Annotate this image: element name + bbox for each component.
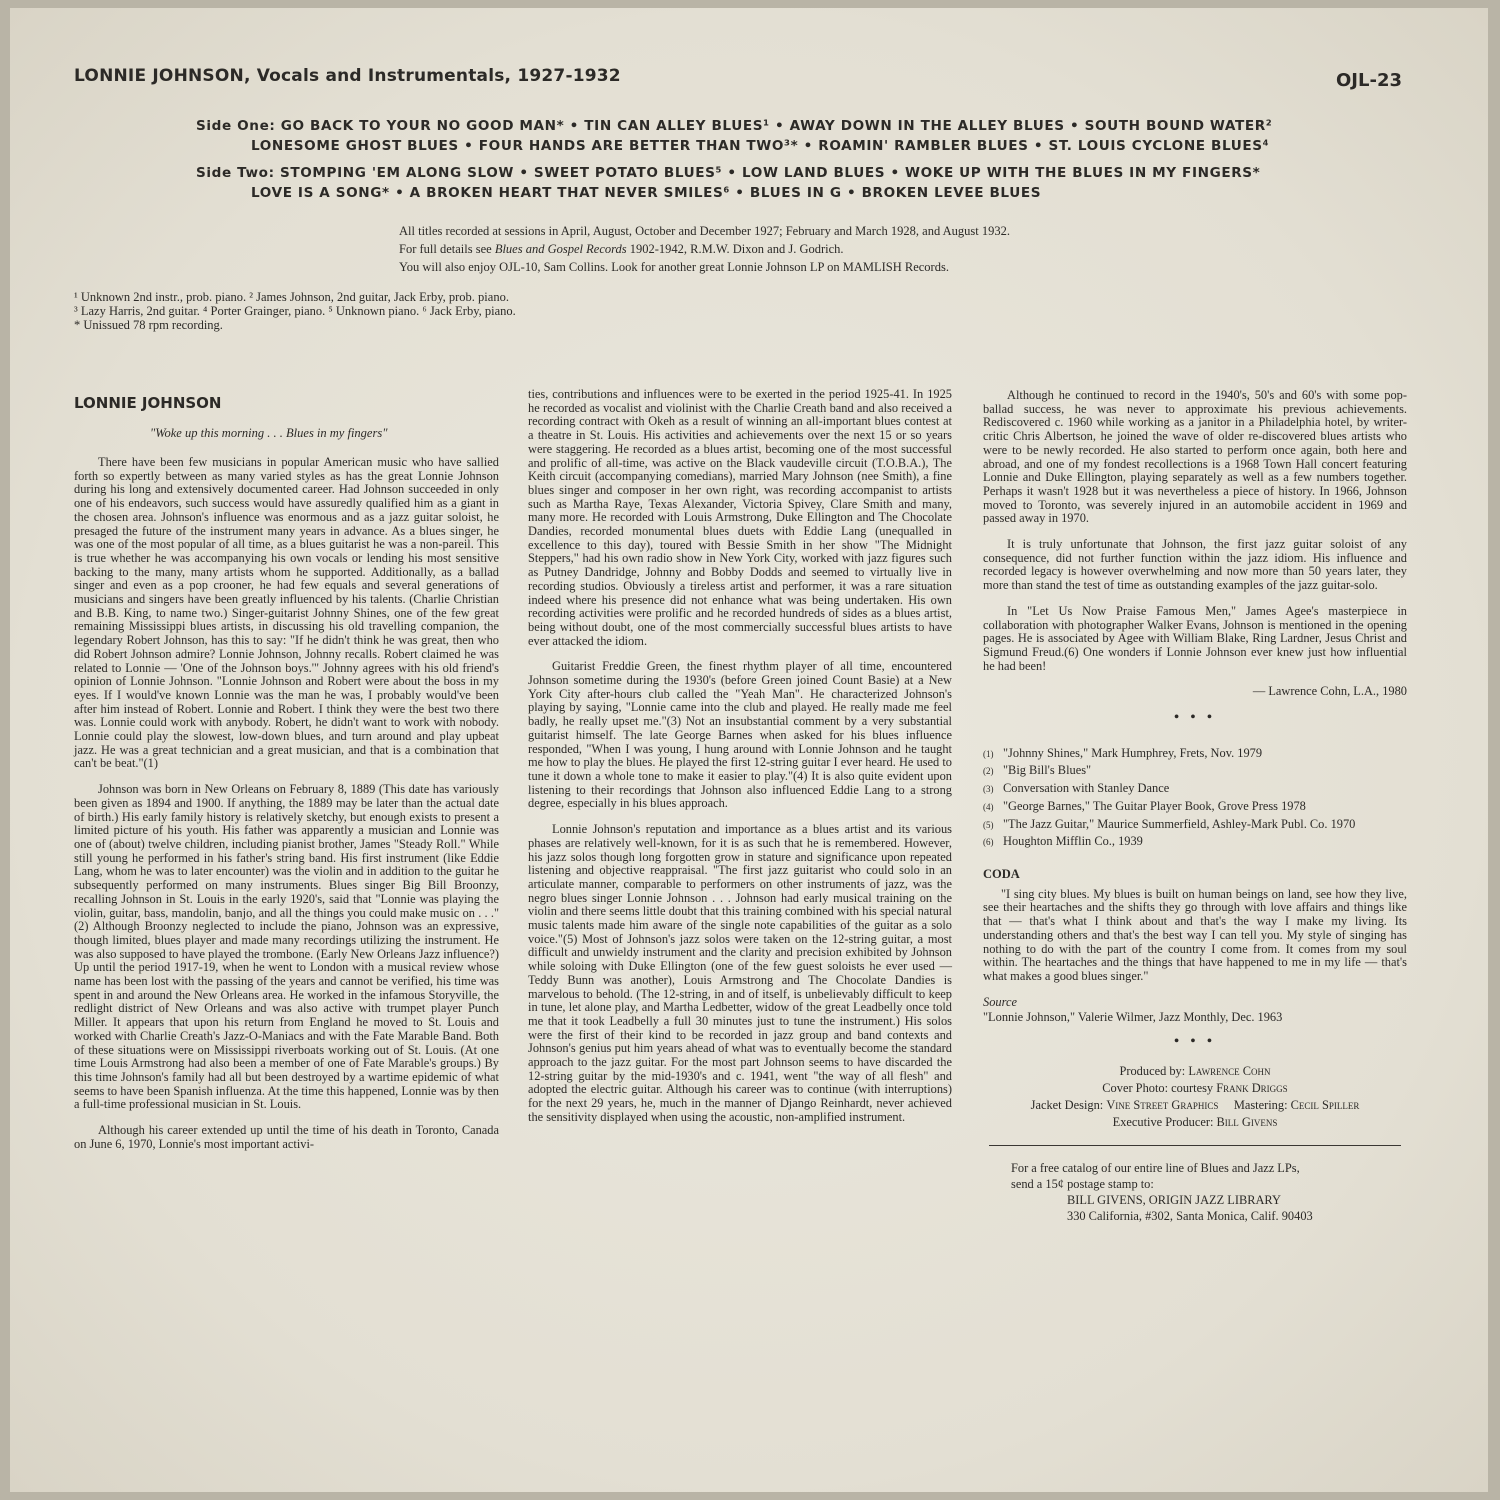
credit-executive-producer: Executive Producer: Bill Givens: [1112, 1114, 1278, 1129]
paragraph: Lonnie Johnson's reputation and importance as a blues artist and its various phases are relatively well-known, for it is as such that he is remembered. However, his jazz solos though long forgotten grow in stature and significance upon repeated listening and objective reappraisal. "The first jazz guitarist who could solo in an articulate manner, comparable to performers on other instruments of jazz, was the negro blues singer Lonnie Johnson . . . Johnson had early musical training on the violin and there seems little doubt that this training combined with his special natural music talents made him aware of the single note capabilities of the guitar as a solo voice."(5) Most of Johnson's jazz solos were taken on the 12-string guitar, a most difficult and unwieldy instrument and the clarity and precision exhibited by Johnson while soloing with Duke Ellington (one of the few guest soloists he ever used — Teddy Bunn was another), Louis Armstrong and The Chocolate Dandies is marvelous to behold. (The 12-string, in and of itself, is unbelievably difficult to keep in tune, let alone play, and Martha Ledbetter, widow of the great Leadbelly once told me that it took Leadbelly a full 30 minutes just to tune the instrument.) His solos were the first of their kind to be recorded in jazz group and band contexts and Johnson's genius put him years ahead of what was to eventually become the standard approach to the jazz guitar. For the most part Johnson seems to have discarded the 12-string guitar by the mid-1930's and c. 1941, went "the way of all flesh" and adopted the electric guitar. Although his career was to continue (with interruptions) for the next 29 years, he, much in the manner of Django Reinhardt, never achieved the sensitivity displayed when using the acoustic, non-amplified instrument.: [528, 822, 952, 1124]
recording-dates: All titles recorded at sessions in April, August, October and December 1927; February and March 1928, and August 1932.: [399, 224, 1010, 238]
catalog-number: OJL-23: [1336, 70, 1402, 91]
source-label: Source: [983, 994, 1017, 1009]
catalog-offer-line: For a free catalog of our entire line of Blues and Jazz LPs,: [1011, 1160, 1300, 1175]
side-one-tracks-1: GO BACK TO YOUR NO GOOD MAN* • TIN CAN ALLEY BLUES¹ • AWAY DOWN IN THE ALLEY BLUES • SOUTH BOUND WATER²: [280, 118, 1273, 134]
paragraph: Guitarist Freddie Green, the finest rhythm player of all time, encountered Johnson sometime during the 1930's (before Green joined Count Basie) at a New York City after-hours club called the "Yeah Man". He characterized Johnson's playing by saying, "Lonnie came into the club and played. He really made me feel badly, he really upset me."(3) Not an insubstantial comment by a very substantial guitarist himself. The late George Barnes when asked for his blues influence responded, "When I was young, I hung around with Lonnie Johnson and he taught me how to play the blues. He played the first 12-string guitar I ever heard. He used to tune it down a whole tone to make it easier to play."(4) It is also quite evident upon listening to their recordings that Johnson also influenced Eddie Lang to a strong degree, especially in his blues approach.: [528, 659, 952, 811]
credit-cover-photo: Cover Photo: courtesy Frank Driggs: [1102, 1080, 1288, 1095]
artist-name: LONNIE JOHNSON,: [74, 66, 251, 86]
paragraph: ties, contributions and influences were to be exerted in the period 1925-41. In 1925 he recorded as vocalist and violinist with the Charlie Creath band and also received a recording contract with Okeh as a result of winning an all-important blues contest at a theatre in St. Louis. His activities and achievements over the next 15 or so years were staggering. He recorded as a blues artist, becoming one of the most successful and prolific of all-time, was active on the Black vaudeville circuit (T.O.B.A.), The Keith circuit (accompanying comedians), married Mary Johnson (nee Smith), a fine blues singer and composer in her own right, was recording accompanist to artists such as Martha Raye, Texas Alexander, Victoria Spivey, Clare Smith and many, many more. He recorded with Louis Armstrong, Duke Ellington and The Chocolate Dandies, recorded monumental blues duets with Eddie Lang (unequalled in excellence to this day), toured with Bessie Smith in her show "The Midnight Steppers," had his own radio show in New York City, worked with jazz figures such as Putney Dandridge, Johnny and Bobby Dodds and seemed to virtually live in recording studios. Obviously a tireless artist and performer, it was a rare situation indeed where his presence did not enhance what was being undertaken. His own recording activities were prolific and he recorded hundreds of sides as a blues artist, being without doubt, one of the most commercially successful blues artists to have ever attacked the idiom.: [528, 387, 952, 648]
reference-item: (3) Conversation with Stanley Dance: [983, 781, 1170, 796]
source-citation: "Lonnie Johnson," Valerie Wilmer, Jazz Monthly, Dec. 1963: [983, 1010, 1283, 1025]
footnote-line: ¹ Unknown 2nd instr., prob. piano. ² James Johnson, 2nd guitar, Jack Erby, prob. piano.: [74, 290, 509, 304]
paragraph: It is truly unfortunate that Johnson, the first jazz guitar soloist of any consequence, did not further function within the jazz idiom. His influence and recorded legacy is however overwhelming and now more than 50 years later, they more than stand the test of time as outstanding examples of the jazz guitar-solo.: [983, 537, 1407, 593]
liner-notes-column-1: [74, 456, 499, 1163]
album-subtitle: Vocals and Instrumentals, 1927-1932: [250, 66, 621, 86]
footnote-line: ³ Lazy Harris, 2nd guitar. ⁴ Porter Grainger, piano. ⁵ Unknown piano. ⁶ Jack Erby, piano.: [74, 304, 516, 318]
side-two-label: Side Two:: [196, 165, 275, 181]
paragraph: Although his career extended up until the time of his death in Toronto, Canada on June 6, 1970, Lonnie's most important activi-: [74, 1123, 499, 1151]
side-one-line-1: [196, 116, 1316, 136]
album-title: [74, 66, 621, 86]
reference-list: [983, 747, 1407, 850]
mailing-name: BILL GIVENS, ORIGIN JAZZ LIBRARY: [1067, 1192, 1281, 1207]
paragraph: In "Let Us Now Praise Famous Men," James Agee's masterpiece in collaboration with photographer Walker Evans, Johnson is mentioned in the opening pages. He is associated by Agee with William Blake, Ring Lardner, Jesus Christ and Sigmund Freud.(6) One wonders if Lonnie Johnson ever knew just how influential he had been!: [983, 603, 1407, 673]
catalog-offer: [983, 1160, 1407, 1224]
track-listing: [196, 116, 1316, 203]
also-enjoy-note: You will also enjoy OJL-10, Sam Collins. Look for another great Lonnie Johnson LP on MAMLISH Records.: [399, 260, 949, 274]
album-back-cover: [10, 8, 1488, 1492]
section-divider: • • •: [1174, 710, 1216, 726]
side-one-line-2: LONESOME GHOST BLUES • FOUR HANDS ARE BETTER THAN TWO³* • ROAMIN' RAMBLER BLUES • ST. LOUIS CYCLONE BLUES⁴: [251, 138, 1270, 154]
divider-rule: [989, 1145, 1401, 1146]
footnote-line: * Unissued 78 rpm recording.: [74, 318, 223, 332]
reference-item: (1) "Johnny Shines," Mark Humphrey, Frets, Nov. 1979: [983, 745, 1263, 760]
side-one-label: Side One:: [196, 118, 276, 134]
liner-notes-column-3: [983, 389, 1407, 1224]
paragraph: Johnson was born in New Orleans on February 8, 1889 (This date has variously been given as 1894 and 1900. If anything, the 1889 may be later than the actual date of birth.) His early family history is relatively sketchy, but enough exists to present a limited picture of his youth. His father was apparently a musician and Lonnie was one of (about) twelve children, including pianist brother, James "Steady Roll." While still young he performed in his father's string band. His first instrument (like Eddie Lang, whom he was to later encounter) was the violin and in addition to the guitar he subsequently performed on many instruments. Blues singer Big Bill Broonzy, recalling Johnson in St. Louis in the early 1920's, said that "Lonnie was playing the violin, guitar, bass, mandolin, banjo, and all the things you could make music on . . ."(2) Although Broonzy neglected to include the piano, Johnson was an expressive, though limited, blues player and made many recordings utilizing the instrument. He was also supposed to have played the trombone. (Early New Orleans Jazz influence?) Up until the period 1917-19, when he went to London with a musical review whose name has been lost with the passing of the years and cannot be verified, his time was spent in and around the New Orleans area. He worked in the infamous Storyville, the redlight district of New Orleans and was also active with trumpet player Punch Miller. It appears that upon his return from England he moved to St. Louis and worked with Charlie Creath's Jazz-O-Maniacs and with the Fate Marable Band. Both of these situations were on Mississippi riverboats working out of St. Louis. (At one time Louis Armstrong had also been a member of one of Fate Marable's groups.) By this time Johnson's family had all but been destroyed by a wartime epidemic of what seems to have been Spanish influenza. At the time this happened, Lonnie was by then a full-time professional musician in St. Louis.: [74, 782, 499, 1112]
liner-notes-column-2: [528, 388, 952, 1137]
paragraph: Although he continued to record in the 1940's, 50's and 60's with some pop-ballad success, he was never to approximate his previous achievements. Rediscovered c. 1960 while working as a janitor in a Philadelphia hotel, by writer-critic Chris Albertson, he joined the wave of older re-discovered blues artists who were to be newly recorded. He also started to perform once again, both here and abroad, and one of my fondest recollections is a 1968 Town Hall concert featuring Lonnie and Duke Ellington, playing separately as well as a few numbers together. Perhaps it wasn't 1928 but it was nevertheless a piece of history. In 1966, Johnson moved to Toronto, was severely injured in an automobile accident in 1969 and passed away in 1970.: [983, 388, 1407, 526]
reference-item: (2) "Big Bill's Blues": [983, 763, 1092, 778]
coda-quote: "I sing city blues. My blues is built on human beings on land, see how they live, see their heartaches and the shifts they go through with love affairs and things like that — that's what I think about and that's the way I make my living. Its understanding others and that's the best way I can tell you. My style of singing has nothing to do with the part of the country I come from. It comes from my soul within. The heartaches and the things that have happened to me in my life — that's what makes a good blues singer.": [983, 886, 1407, 983]
credit-jacket-mastering: Jacket Design: Vine Street Graphics Mastering: Cecil Spiller: [1030, 1097, 1360, 1112]
catalog-offer-line: send a 15¢ postage stamp to:: [1011, 1176, 1154, 1191]
section-divider: • • •: [1174, 1034, 1216, 1050]
personnel-footnotes: [74, 290, 516, 332]
discography-reference: For full details see Blues and Gospel Records 1902-1942, R.M.W. Dixon and J. Godrich.: [399, 242, 844, 256]
paragraph: There have been few musicians in popular American music who have sallied forth so expertly between as many varied styles as has the great Lonnie Johnson during his long and extensively documented career. Had Johnson succeeded in only one of his endeavors, such success would have assuredly qualified him as a giant in the chosen area. Johnson's influence was enormous and as a jazz guitar soloist, he presaged the future of the instrument many years in advance. As a blues singer, he was one of the most popular of all time, as a blues guitarist he was a non-pareil. This is true whether he was accompanying his own vocals or lending his most sensitive backing to the many, many artists whom he supported. Additionally, as a ballad singer and even as a pop crooner, he had few equals and several generations of musicians and singers have been greatly influenced by his talents. (Charlie Christian and B.B. King, to name two.) Singer-guitarist Johnny Shines, one of the few great remaining Mississippi blues artists, in discussing his old travelling companion, the legendary Robert Johnson, has this to say: "If he didn't think he was great, then who did Robert Johnson admire? Lonnie Johnson, Johnny recalls. Robert claimed he was related to Lonnie — 'One of the Johnson boys.'" Johnny agrees with his old friend's opinion of Lonnie Johnson. "Lonnie Johnson and Robert were about the boss in my eyes. If I would've known Lonnie was the man he was, I probably would've been after him instead of Robert. Lonnie and Robert. I think they were the best two there was. Lonnie could work with anybody. Robert, he didn't want to work with nobody. Lonnie could play the slowest, low-down blues, and turn around and play upbeat jazz. He was a great technician and a great musician, and that is a combination that can't be beat."(1): [74, 455, 499, 771]
side-two-line-1: [196, 163, 1316, 183]
author-signature: — Lawrence Cohn, L.A., 1980: [1252, 684, 1407, 699]
recording-info: [399, 222, 1199, 276]
side-two-tracks-1: STOMPING 'EM ALONG SLOW • SWEET POTATO BLUES⁵ • LOW LAND BLUES • WOKE UP WITH THE BLUES IN MY FINGERS*: [280, 165, 1261, 181]
production-credits: [983, 1063, 1407, 1131]
reference-item: (5) "The Jazz Guitar," Maurice Summerfield, Ashley-Mark Publ. Co. 1970: [983, 816, 1356, 831]
article-heading: LONNIE JOHNSON: [74, 394, 222, 412]
credit-producer: Produced by: Lawrence Cohn: [1119, 1063, 1271, 1078]
epigraph: "Woke up this morning . . . Blues in my fingers": [150, 426, 388, 440]
reference-item: (4) "George Barnes," The Guitar Player Book, Grove Press 1978: [983, 798, 1306, 813]
coda-heading: CODA: [983, 866, 1020, 881]
reference-item: (6) Houghton Mifflin Co., 1939: [983, 834, 1143, 849]
mailing-address: 330 California, #302, Santa Monica, Calif. 90403: [1067, 1208, 1313, 1223]
side-two-line-2: LOVE IS A SONG* • A BROKEN HEART THAT NEVER SMILES⁶ • BLUES IN G • BROKEN LEVEE BLUES: [251, 185, 1042, 201]
